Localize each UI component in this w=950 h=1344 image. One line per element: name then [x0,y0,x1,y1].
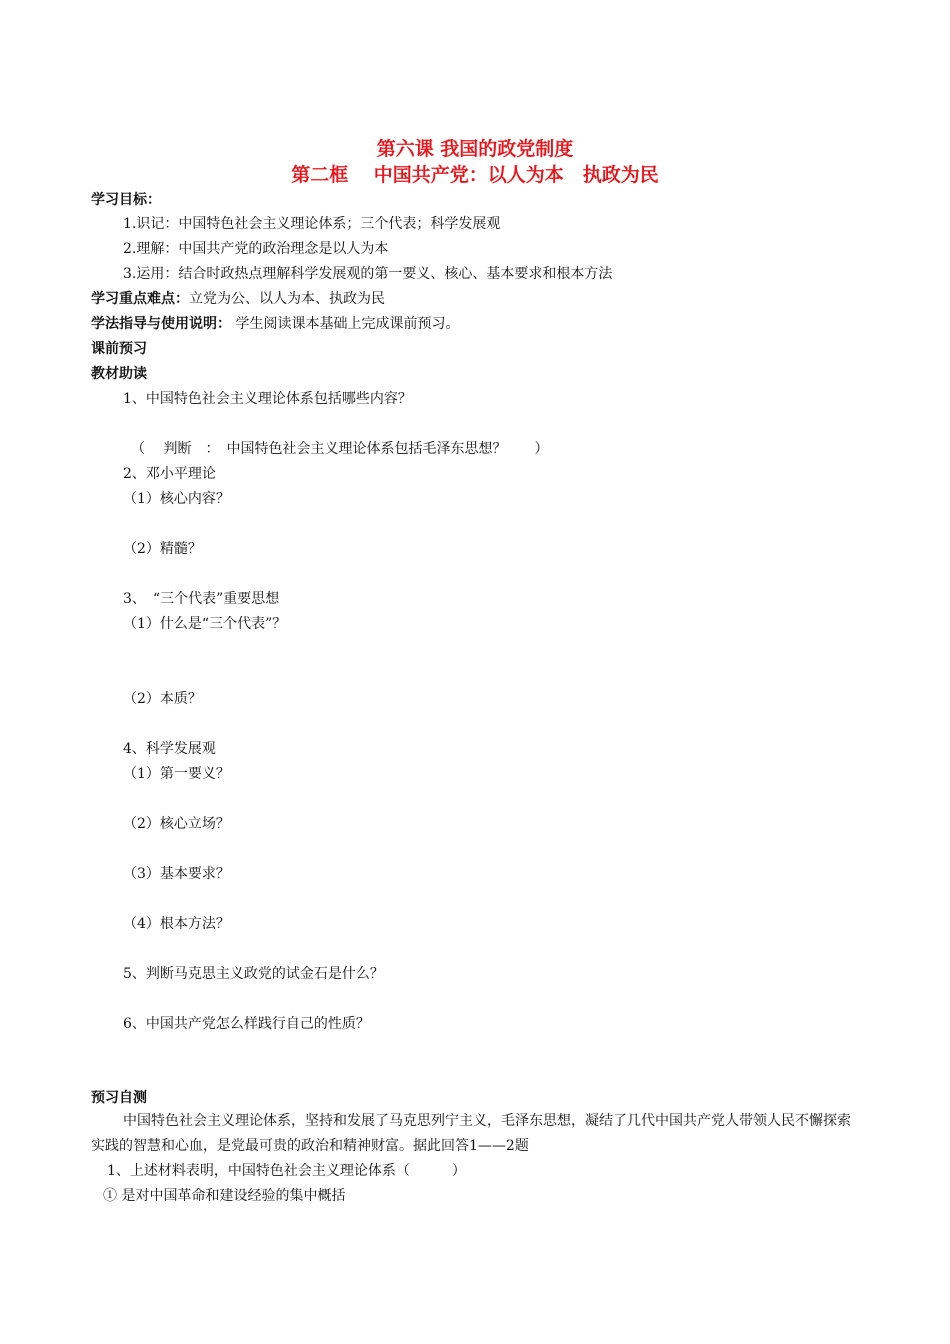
preview-heading: 课前预习 [91,341,147,357]
question-4: 4、科学发展观 [123,741,216,757]
question-5: 5、判断马克思主义政党的试金石是什么？ [123,966,384,982]
question-2: 2、邓小平理论 [123,466,216,482]
frame-title: 第二框 中国共产党：以人为本 执政为民 [291,164,659,186]
self-test-question-1: 1、上述材料表明，中国特色社会主义理论体系（ ） [107,1163,466,1179]
question-4-2: （2）核心立场？ [123,816,230,832]
self-test-heading: 预习自测 [91,1090,147,1106]
question-6: 6、中国共产党怎么样践行自己的性质？ [123,1016,370,1032]
question-1: 1、中国特色社会主义理论体系包括哪些内容？ [123,391,412,407]
question-2-2: （2）精髓？ [123,541,202,557]
key-points-label: 学习重点难点： [91,291,189,307]
textbook-heading: 教材助读 [91,366,147,382]
key-points-text: 立党为公、以人为本、执政为民 [189,291,385,307]
question-4-3: （3）基本要求？ [123,866,230,882]
objective-item: 1.识记：中国特色社会主义理论体系；三个代表；科学发展观 [123,216,501,232]
question-4-4: （4）根本方法？ [123,916,230,932]
question-3-1: （1）什么是“三个代表”？ [123,616,287,632]
objective-item: 3.运用：结合时政热点理解科学发展观的第一要义、核心、基本要求和根本方法 [123,266,613,282]
question-4-1: （1）第一要义？ [123,766,230,782]
question-2-1: （1）核心内容？ [123,491,230,507]
objective-item: 2.理解：中国共产党的政治理念是以人为本 [123,241,389,257]
self-test-passage: 中国特色社会主义理论体系，坚持和发展了马克思列宁主义，毛泽东思想，凝结了几代中国共产党人带领人民不懈探索实践的智慧和心血，是党最可贵的政治和精神财富。据此回答1——2题 [91,1113,851,1154]
method-guide [91,314,459,334]
question-3-2: （2）本质？ [123,691,202,707]
lesson-title: 第六课 我国的政党制度 [376,138,574,160]
self-test-option-1: ① 是对中国革命和建设经验的集中概括 [103,1188,346,1204]
method-text: 学生阅读课本基础上完成课前预习。 [231,316,460,332]
key-points [91,289,385,309]
objectives-heading: 学习目标： [91,192,161,208]
judge-question: （ 判断 ： 中国特色社会主义理论体系包括毛泽东思想？ ） [131,441,549,457]
method-label: 学法指导与使用说明： [91,316,231,332]
question-3: 3、 “三个代表”重要思想 [123,591,280,607]
